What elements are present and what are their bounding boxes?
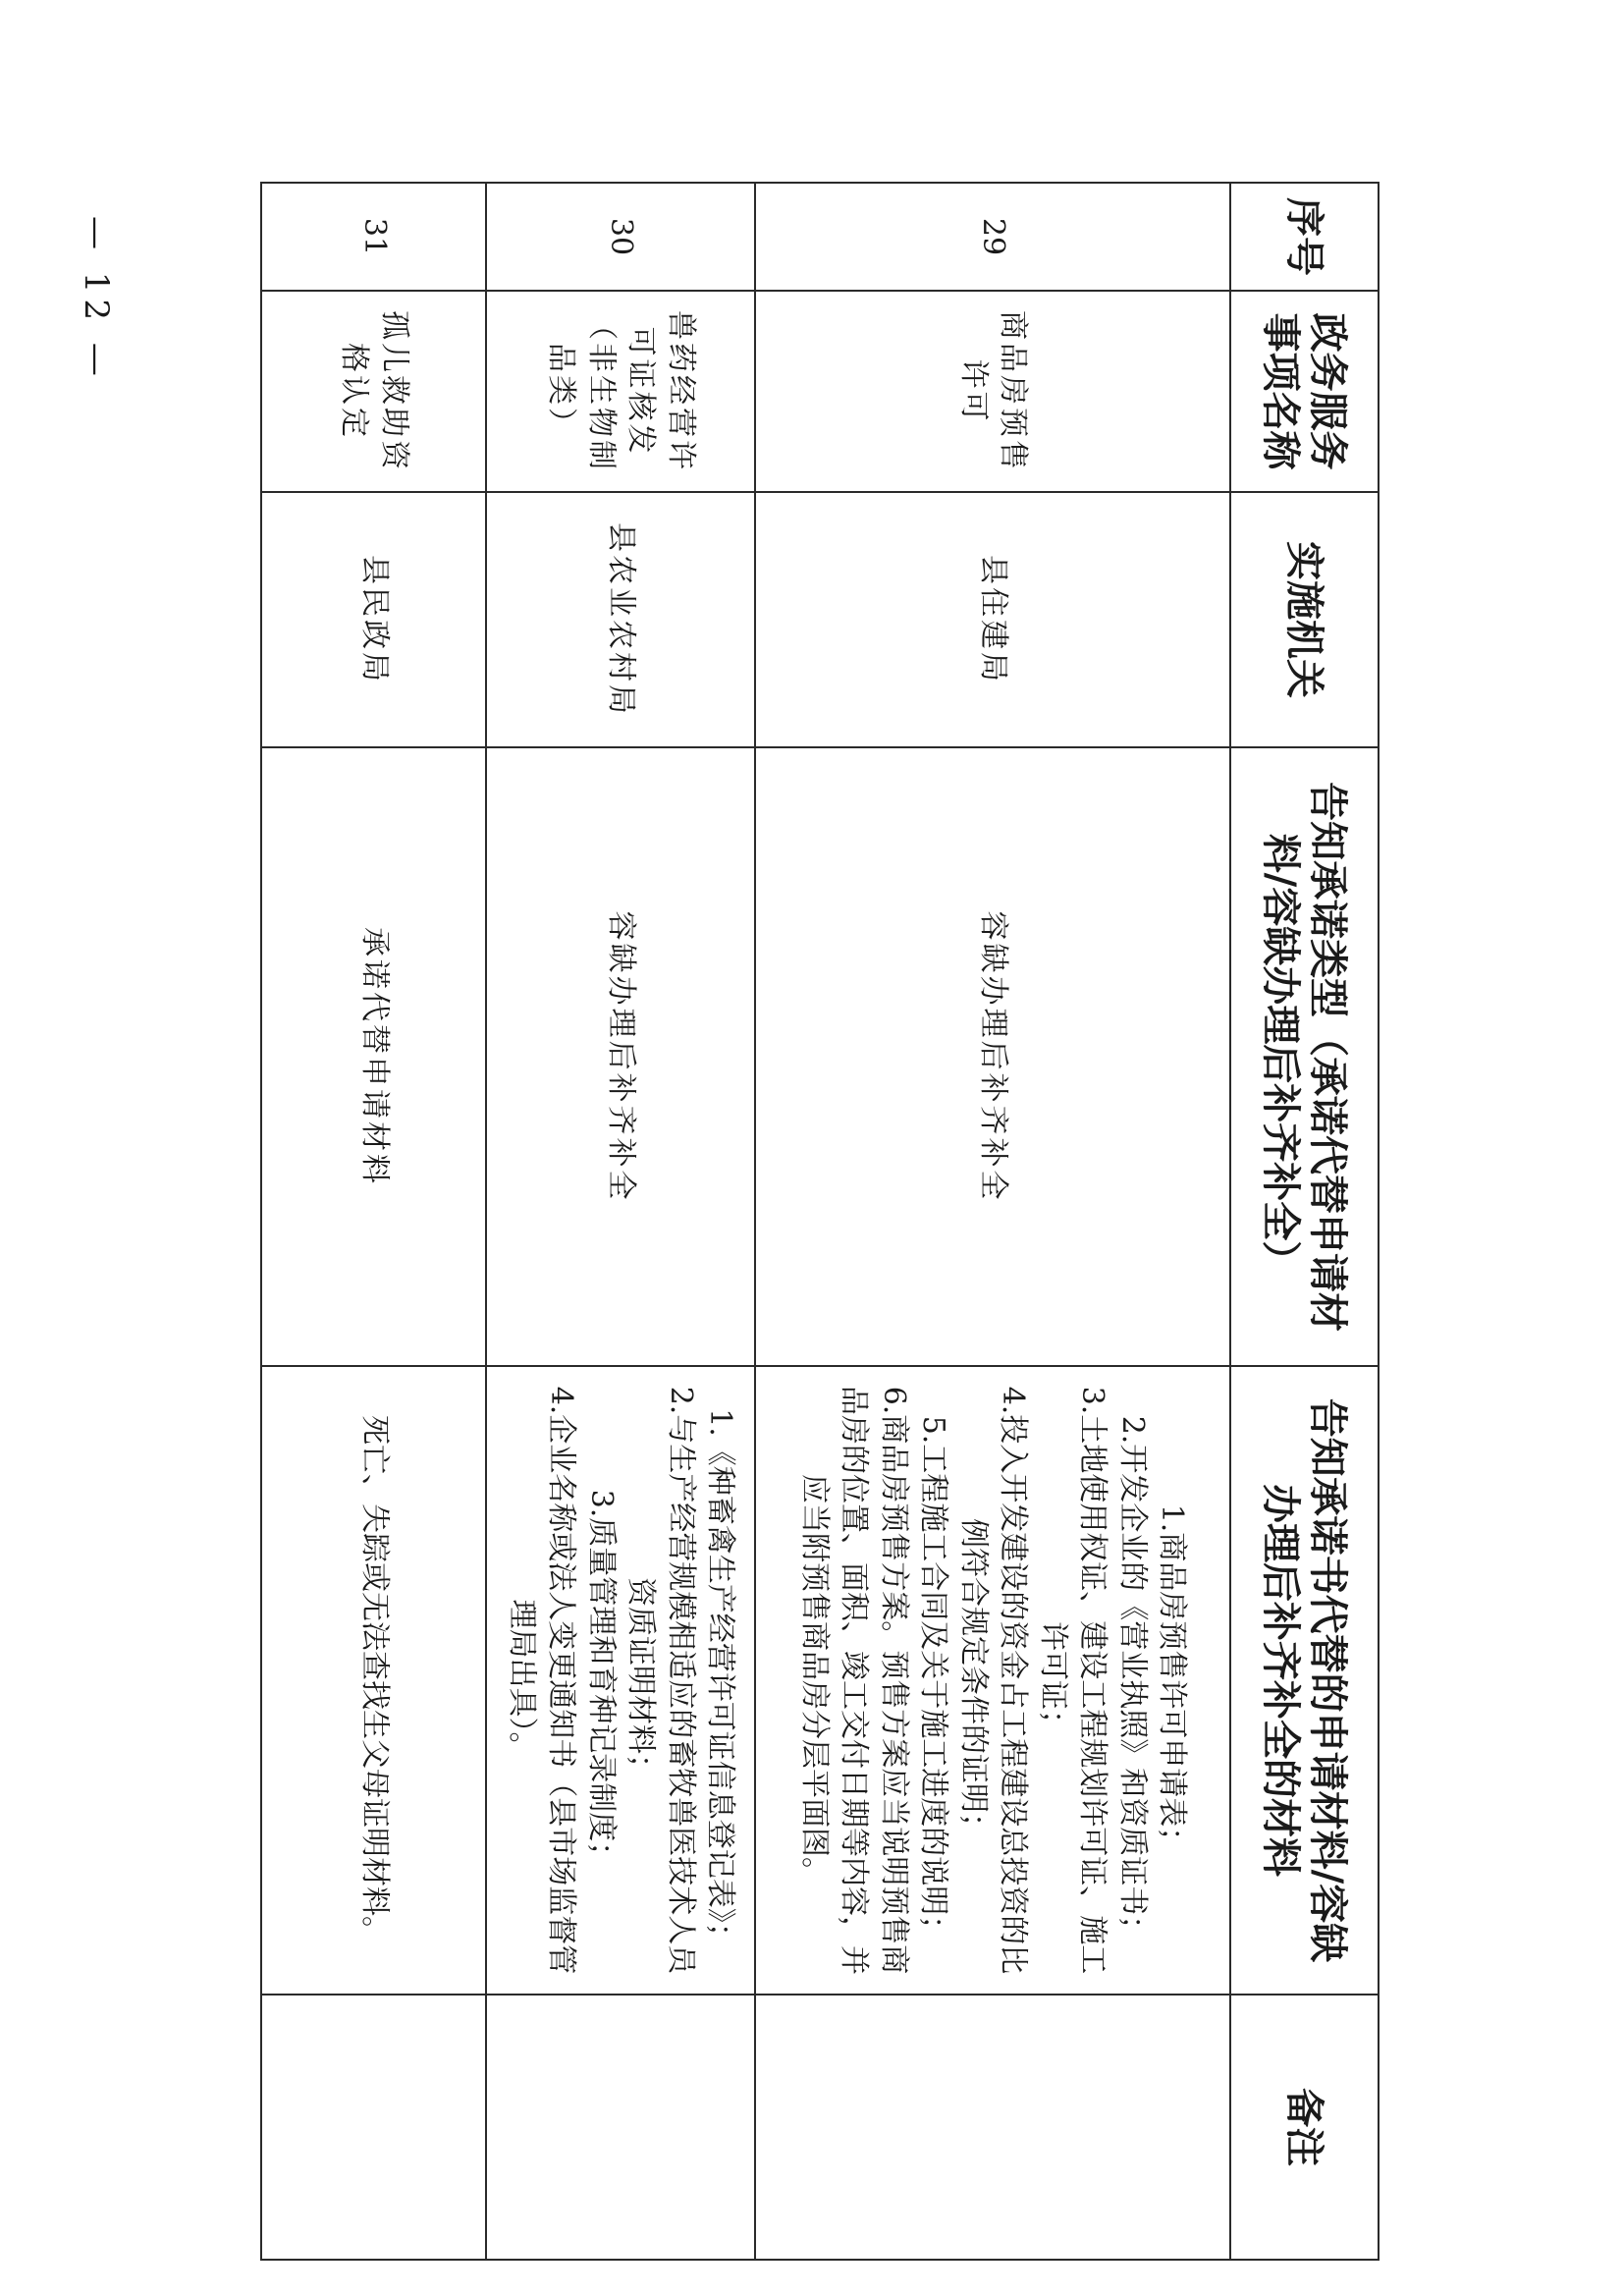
- table-header-row: [1230, 183, 1379, 2260]
- rotated-table-frame: [306, 182, 1380, 2259]
- row-note: [261, 1995, 486, 2260]
- material-item: 5.工程施工合同及关于施工进度的说明；: [916, 1415, 951, 1945]
- row-org: 县民政局: [261, 492, 486, 747]
- table-row: [486, 183, 755, 2260]
- header-org: 实施机关: [1230, 492, 1379, 747]
- material-item: 6.商品房预售方案。预售方案应当说明预售商品房的位置、面积、竣工交付日期等内容，并应当附预售商品房分层平面图。: [797, 1386, 911, 1975]
- row-service-name: 孤儿救助资格认定: [261, 291, 486, 492]
- material-item: 3.质量管理和育种记录制度；: [584, 1489, 619, 1872]
- row-materials: [486, 1366, 755, 1995]
- header-note: 备注: [1230, 1995, 1379, 2260]
- material-item: 2.与生产经营规模相适应的畜牧兽医技术人员资质证明材料；: [623, 1386, 698, 1975]
- material-item: 3.土地使用权证、建设工程规划许可证、施工许可证；: [1036, 1386, 1110, 1975]
- material-item: 4.投入开发建设的资金占工程建设总投资的比例符合规定条件的证明；: [956, 1386, 1031, 1975]
- page-number: — 12 —: [77, 216, 116, 382]
- row-note: [486, 1995, 755, 2260]
- row-type: 承诺代替申请材料: [261, 747, 486, 1366]
- row-org: 县住建局: [755, 492, 1230, 747]
- material-item: 死亡、失踪或无法查找生父母证明材料。: [356, 1415, 392, 1945]
- material-item: 2.开发企业的《营业执照》和资质证书；: [1115, 1415, 1150, 1945]
- material-item: 1.《种畜禽生产经营许可证信息登记表》；: [703, 1408, 738, 1952]
- row-note: [755, 1995, 1230, 2260]
- row-materials: [261, 1366, 486, 1995]
- row-service-name: 商品房预售许可: [755, 291, 1230, 492]
- header-type: 告知承诺类型（承诺代替申请材料/容缺办理后补齐补全）: [1230, 747, 1379, 1366]
- commitment-table: [260, 182, 1380, 2261]
- row-type: 容缺办理后补齐补全: [755, 747, 1230, 1366]
- table-row: [755, 183, 1230, 2260]
- table-row: [261, 183, 486, 2260]
- header-seq: 序号: [1230, 183, 1379, 291]
- row-org: 县农业农村局: [486, 492, 755, 747]
- row-seq: 29: [755, 183, 1230, 291]
- material-item: 4.企业名称或法人变更通知书（县市场监督管理局出具）。: [505, 1386, 579, 1975]
- row-materials: [755, 1366, 1230, 1995]
- header-materials: 告知承诺书代替的申请材料/容缺办理后补齐补全的材料: [1230, 1366, 1379, 1995]
- material-item: 1.商品房预售许可申请表；: [1155, 1503, 1190, 1857]
- row-type: 容缺办理后补齐补全: [486, 747, 755, 1366]
- row-service-name: 兽药经营许可证核发（非生物制品类）: [486, 291, 755, 492]
- row-seq: 30: [486, 183, 755, 291]
- header-name: 政务服务事项名称: [1230, 291, 1379, 492]
- row-seq: 31: [261, 183, 486, 291]
